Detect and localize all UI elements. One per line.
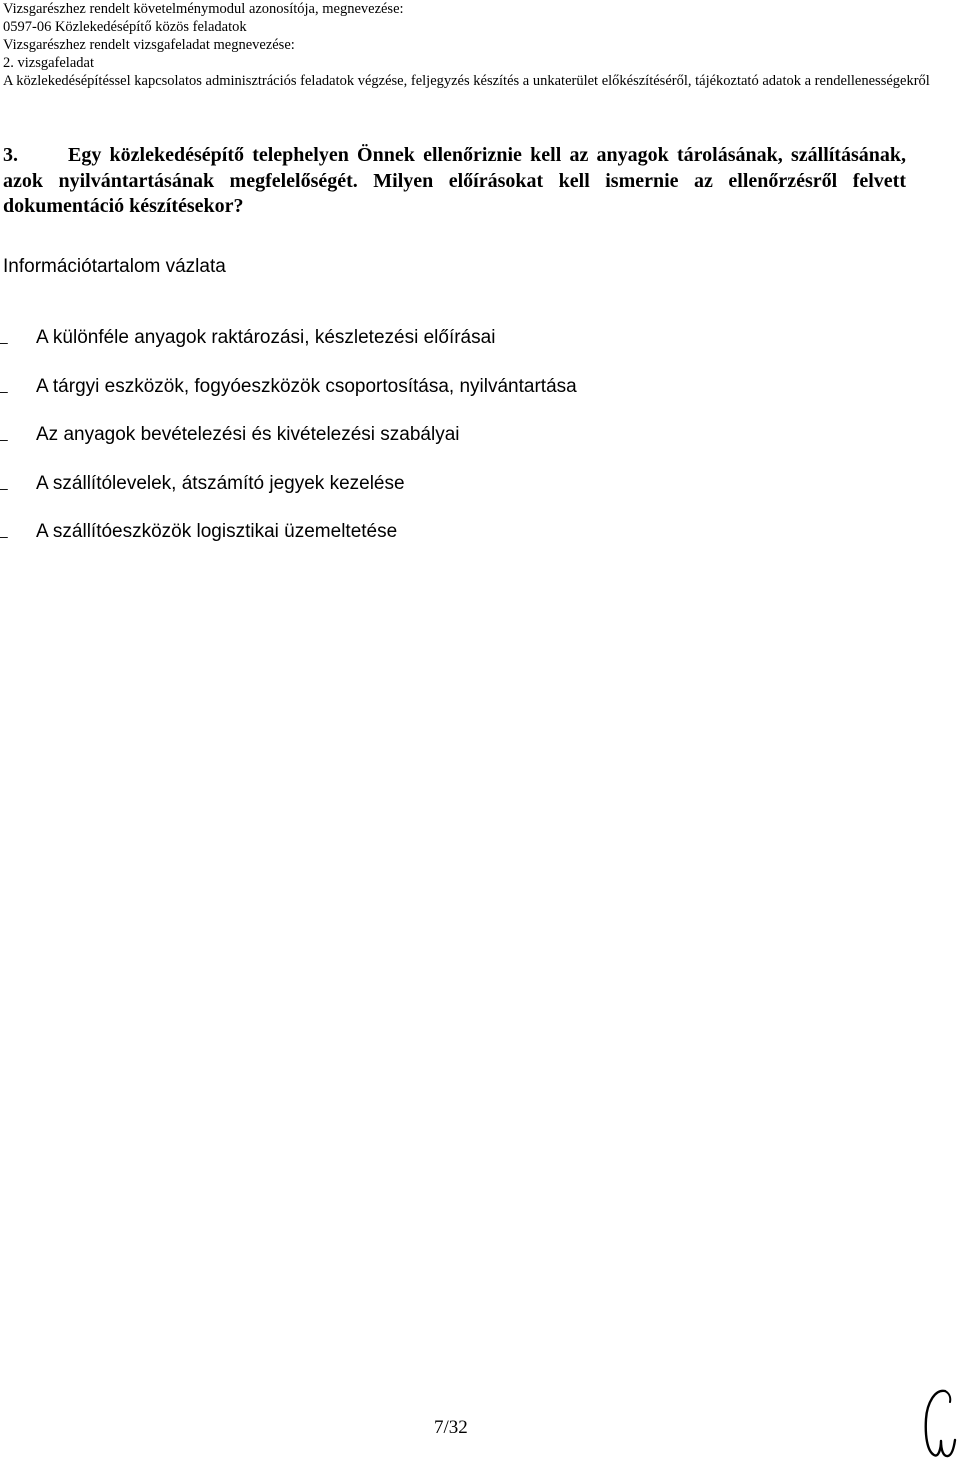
list-item-text: A különféle anyagok raktározási, készletezési előírásai bbox=[36, 327, 496, 348]
dash-bullet-icon: – bbox=[0, 479, 8, 496]
header-task-number: 2. vizsgafeladat bbox=[3, 55, 94, 71]
header-module-name: 0597-06 Közlekedésépítő közös feladatok bbox=[3, 19, 247, 35]
dash-bullet-icon: – bbox=[0, 431, 8, 447]
dash-bullet-icon: – bbox=[0, 382, 8, 399]
page-number: 7/32 bbox=[434, 1417, 468, 1438]
header-module-label: Vizsgarészhez rendelt követelménymodul azonosítója, megnevezése: bbox=[3, 1, 404, 17]
header-task-label: Vizsgarészhez rendelt vizsgafeladat megnevezése: bbox=[3, 37, 295, 53]
info-outline-title: Információtartalom vázlata bbox=[3, 256, 226, 277]
question-block bbox=[3, 143, 906, 220]
dash-bullet-icon: – bbox=[0, 528, 8, 544]
dash-bullet-icon: – bbox=[0, 334, 8, 350]
list-item-text: Az anyagok bevételezési és kivételezési szabályai bbox=[36, 424, 460, 445]
list-item-text: A szállítóeszközök logisztikai üzemeltetése bbox=[36, 521, 398, 542]
question-number: 3. bbox=[3, 144, 18, 166]
signature-icon bbox=[917, 1385, 959, 1461]
question-text: Egy közlekedésépítő telephelyen Önnek ellenőriznie kell az anyagok tárolásának, szállításának, azok nyilvántartásának megfelelőségét. Milyen előírásokat kell ismernie az ellenőrzésről felvett dokumentáció készítésekor? bbox=[3, 144, 906, 217]
list-item-text: A tárgyi eszközök, fogyóeszközök csoportosítása, nyilvántartása bbox=[36, 375, 577, 397]
list-item-text: A szállítólevelek, átszámító jegyek kezelése bbox=[36, 472, 405, 494]
document-header bbox=[3, 0, 953, 90]
header-task-description: A közlekedésépítéssel kapcsolatos adminisztrációs feladatok végzése, feljegyzés készítés a unkaterület előkészítéséről, tájékoztató adatok a rendellenességekről bbox=[3, 73, 930, 89]
